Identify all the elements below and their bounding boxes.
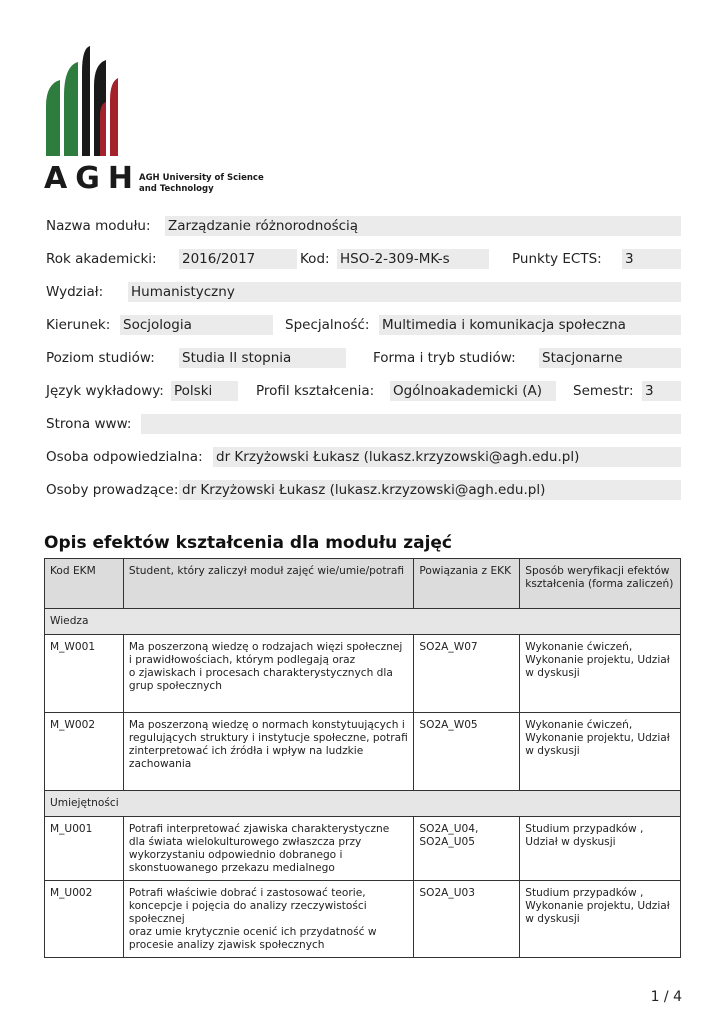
header-kod-ekm: Kod EKM	[45, 559, 124, 609]
header-student: Student, który zaliczył moduł zajęć wie/umie/potrafi	[123, 559, 413, 609]
cell-opis: Potrafi właściwie dobrać i zastosować teorie, koncepcje i pojęcia do analizy rzeczywistości społecznej oraz umie krytycznie ocenić ich przydatność w procesie analizy zjawisk społecznych	[123, 881, 413, 958]
osoba-odpowiedzialna-value: dr Krzyżowski Łukasz (lukasz.krzyzowski@agh.edu.pl)	[213, 447, 681, 467]
cell-ekk: SO2A_W05	[414, 713, 520, 791]
rok-akademicki-label: Rok akademicki:	[46, 251, 157, 267]
table-row	[45, 635, 681, 713]
cell-kod: M_W002	[45, 713, 124, 791]
table-row	[45, 817, 681, 881]
kod-label: Kod:	[300, 251, 330, 267]
strona-www-value	[141, 414, 681, 434]
osoby-prowadzace-label: Osoby prowadzące:	[46, 482, 179, 498]
kod-value: HSO-2-309-MK-s	[337, 249, 489, 269]
rok-akademicki-value: 2016/2017	[179, 249, 297, 269]
efekty-ksztalcenia-table	[44, 558, 681, 958]
cell-kod: M_U002	[45, 881, 124, 958]
specjalnosc-value: Multimedia i komunikacja społeczna	[379, 315, 681, 335]
cell-ekk: SO2A_U04, SO2A_U05	[414, 817, 520, 881]
agh-subtitle-line1: AGH University of Science	[139, 173, 264, 183]
agh-subtitle	[139, 173, 264, 195]
profil-ksztalcenia-label: Profil kształcenia:	[256, 383, 375, 399]
category-label: Umiejętności	[45, 791, 681, 817]
agh-logo-bars-icon	[44, 44, 120, 156]
poziom-studiow-label: Poziom studiów:	[46, 350, 155, 366]
osoby-prowadzace-value: dr Krzyżowski Łukasz (lukasz.krzyzowski@agh.edu.pl)	[179, 480, 681, 500]
cell-sposob: Wykonanie ćwiczeń, Wykonanie projektu, Udział w dyskusji	[520, 635, 681, 713]
section-title: Opis efektów kształcenia dla modułu zajęć	[44, 533, 453, 553]
header-powiazania: Powiązania z EKK	[414, 559, 520, 609]
kierunek-label: Kierunek:	[46, 317, 111, 333]
profil-ksztalcenia-value: Ogólnoakademicki (A)	[390, 381, 556, 401]
semestr-label: Semestr:	[573, 383, 634, 399]
agh-subtitle-line2: and Technology	[139, 184, 214, 194]
poziom-studiow-value: Studia II stopnia	[179, 348, 346, 368]
category-row-wiedza	[45, 609, 681, 635]
kierunek-value: Socjologia	[120, 315, 273, 335]
cell-kod: M_W001	[45, 635, 124, 713]
jezyk-wykladowy-value: Polski	[171, 381, 238, 401]
agh-letters: AGH	[44, 161, 141, 196]
agh-logo	[44, 44, 272, 196]
cell-opis: Ma poszerzoną wiedzę o normach konstytuujących i regulujących struktury i instytucje społeczne, potrafi zinterpretować ich źródła i wpływ na ludzkie zachowania	[123, 713, 413, 791]
specjalnosc-label: Specjalność:	[285, 317, 370, 333]
header-sposob: Sposób weryfikacji efektów kształcenia (forma zaliczeń)	[520, 559, 681, 609]
forma-studiow-value: Stacjonarne	[539, 348, 681, 368]
cell-ekk: SO2A_W07	[414, 635, 520, 713]
cell-opis: Ma poszerzoną wiedzę o rodzajach więzi społecznej i prawidłowościach, którym podlegają oraz o zjawiskach i procesach charakterystycznych dla grup społecznych	[123, 635, 413, 713]
cell-sposob: Studium przypadków , Udział w dyskusji	[520, 817, 681, 881]
cell-ekk: SO2A_U03	[414, 881, 520, 958]
cell-opis: Potrafi interpretować zjawiska charakterystyczne dla świata wielokulturowego zwłaszcza przy wykorzystaniu odpowiednio dobranego i skonstuowanego przekazu medialnego	[123, 817, 413, 881]
strona-www-label: Strona www:	[46, 416, 132, 432]
punkty-ects-value: 3	[622, 249, 681, 269]
semestr-value: 3	[642, 381, 681, 401]
cell-sposob: Studium przypadków , Wykonanie projektu, Udział w dyskusji	[520, 881, 681, 958]
cell-sposob: Wykonanie ćwiczeń, Wykonanie projektu, Udział w dyskusji	[520, 713, 681, 791]
jezyk-wykladowy-label: Język wykładowy:	[46, 383, 164, 399]
table-header-row	[45, 559, 681, 609]
table-row	[45, 713, 681, 791]
nazwa-modulu-value: Zarządzanie różnorodnością	[165, 216, 681, 236]
wydzial-label: Wydział:	[46, 284, 104, 300]
wydzial-value: Humanistyczny	[128, 282, 681, 302]
forma-studiow-label: Forma i tryb studiów:	[373, 350, 516, 366]
punkty-ects-label: Punkty ECTS:	[512, 251, 602, 267]
page-number: 1 / 4	[650, 989, 682, 1005]
osoba-odpowiedzialna-label: Osoba odpowiedzialna:	[46, 449, 203, 465]
category-label: Wiedza	[45, 609, 681, 635]
cell-kod: M_U001	[45, 817, 124, 881]
nazwa-modulu-label: Nazwa modułu:	[46, 218, 151, 234]
category-row-umiejetnosci	[45, 791, 681, 817]
table-row	[45, 881, 681, 958]
